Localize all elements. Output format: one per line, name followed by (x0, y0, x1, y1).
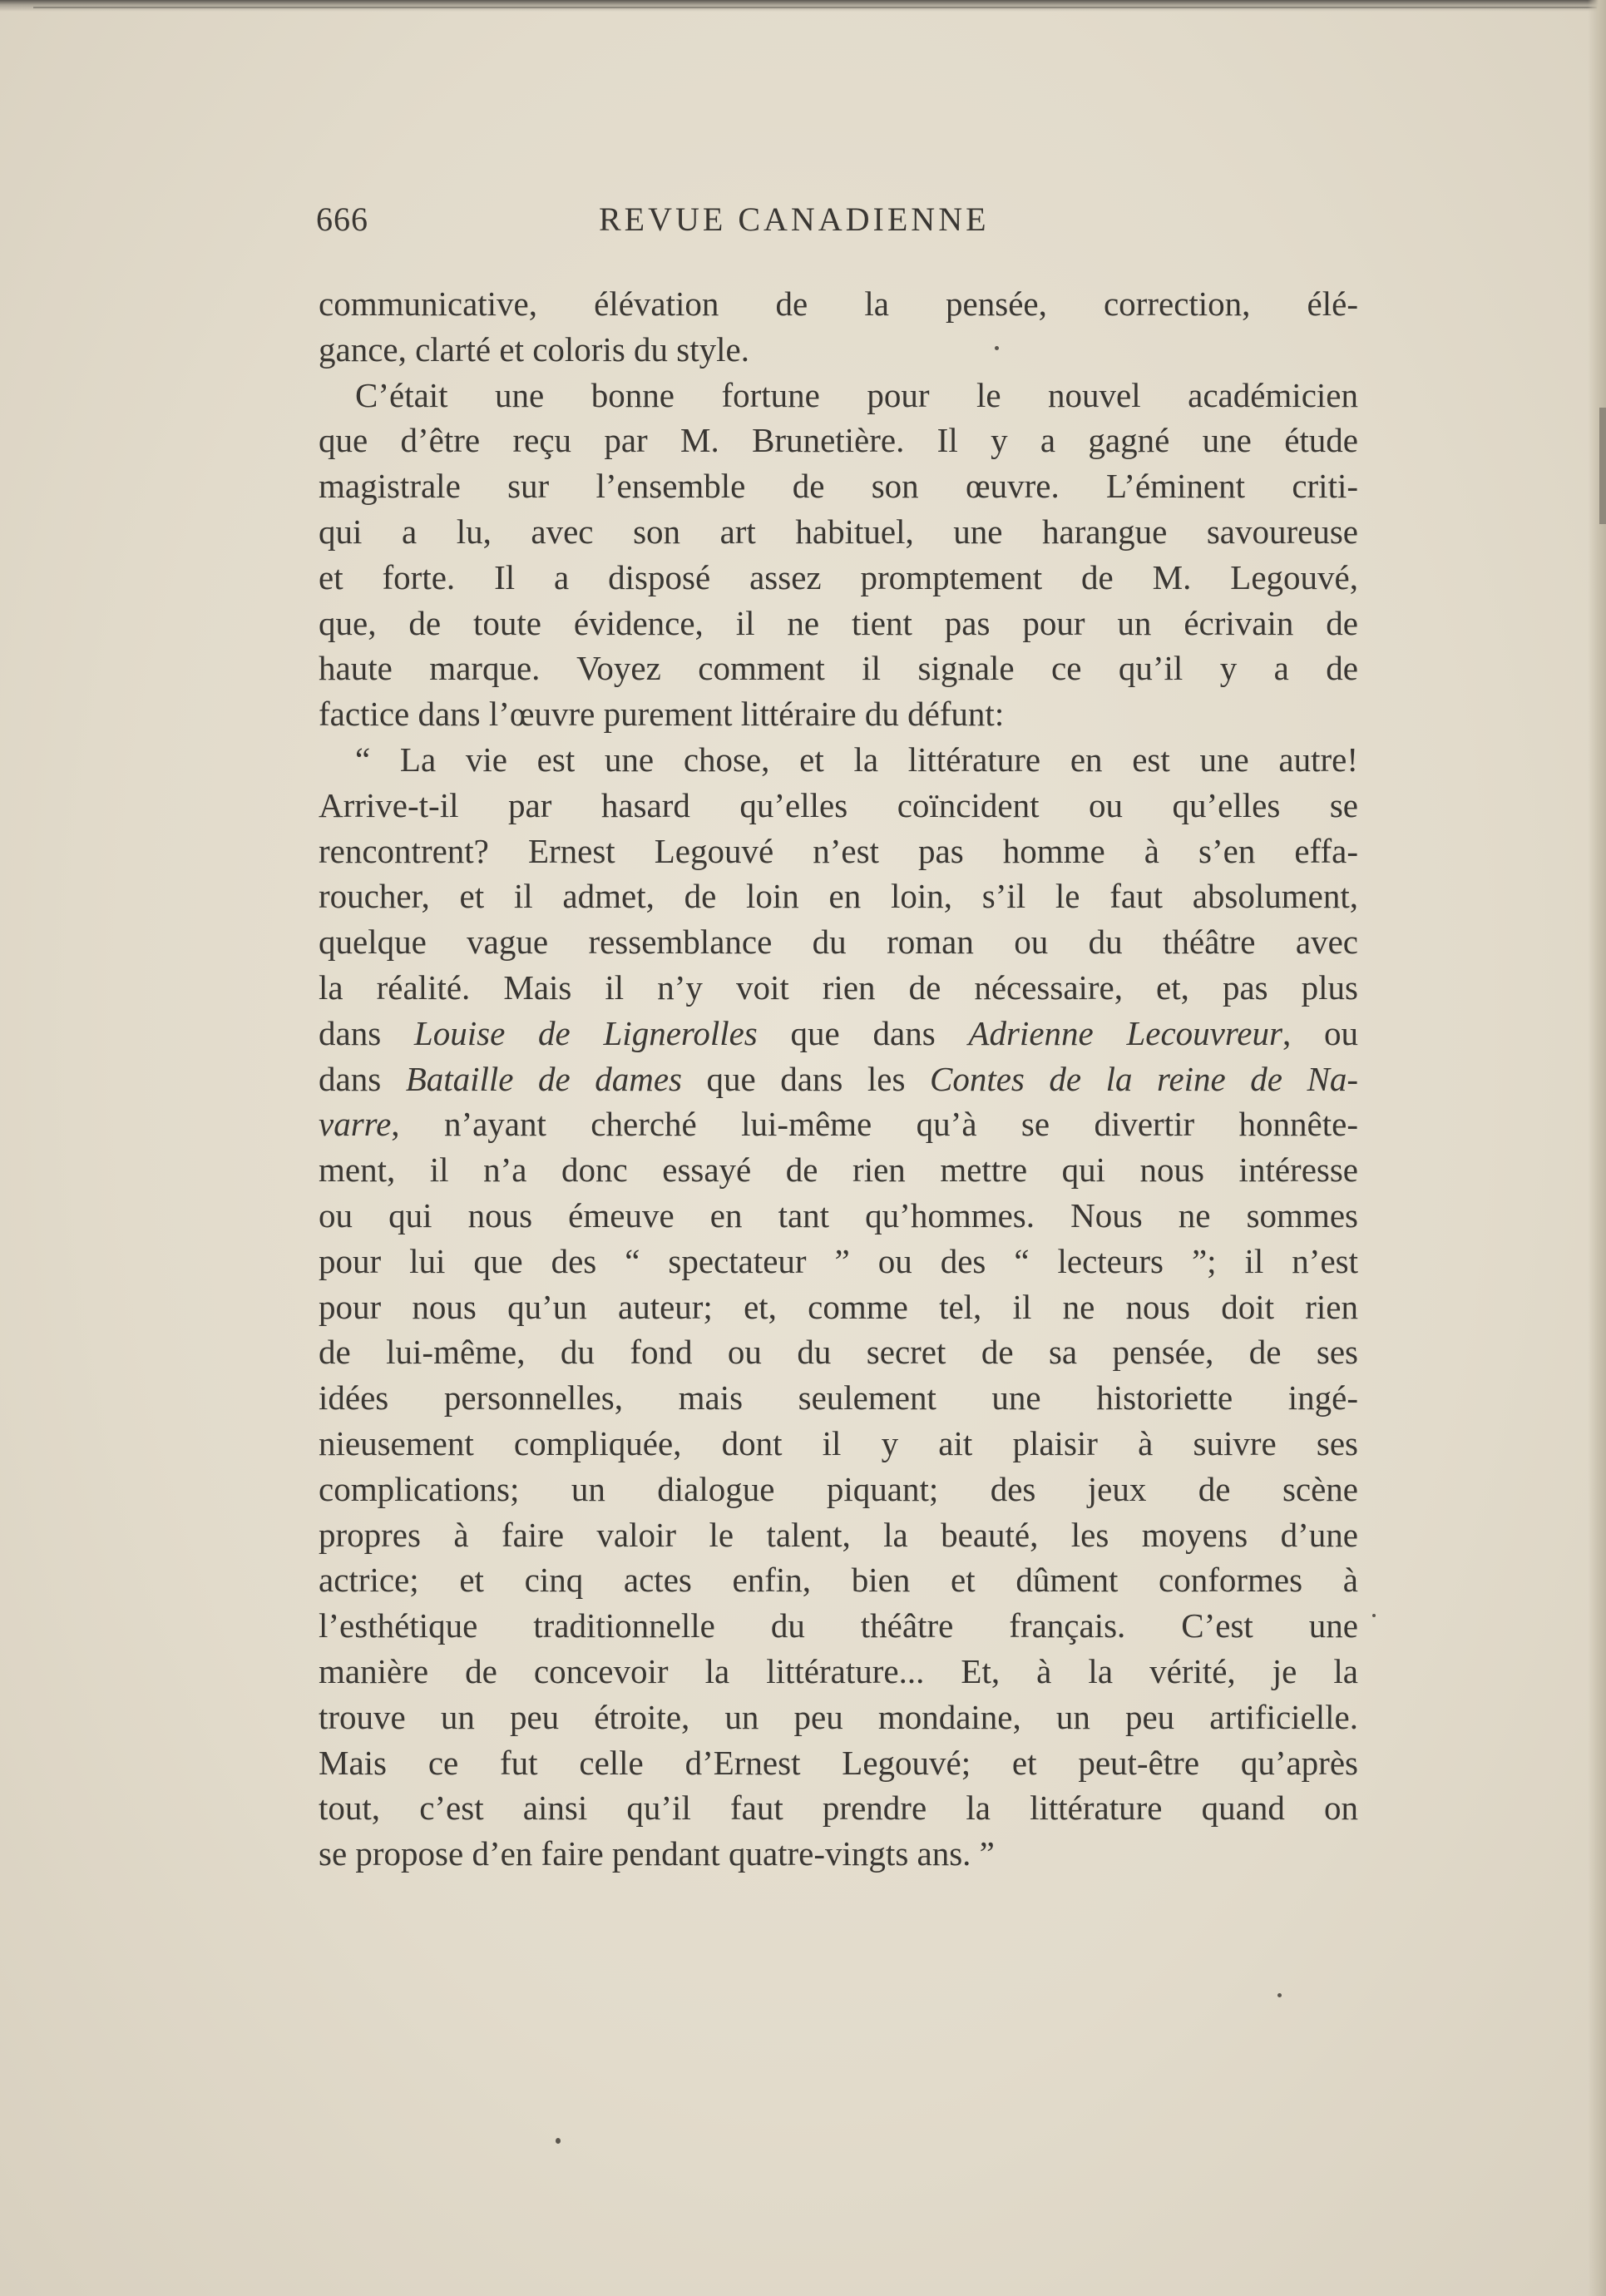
text-line: et forte. Il a disposé assez promptement de M. Legouvé, (319, 557, 1358, 596)
text-line: varre, n’ayant cherché lui-même qu’à se divertir honnête- (319, 1105, 1358, 1144)
text-line: que, de toute évidence, il ne tient pas pour un écrivain de (319, 603, 1358, 642)
text-line: gance, clarté et coloris du style. (319, 329, 749, 369)
body-text (319, 281, 1358, 1877)
text-line: complications; un dialogue piquant; des jeux de scène (319, 1469, 1358, 1508)
text-line: actrice; et cinq actes enfin, bien et dûment conformes à (319, 1561, 1358, 1600)
text-line: dans Bataille de dames que dans les Contes de la reine de Na- (319, 1059, 1358, 1098)
text-line: trouve un peu étroite, un peu mondaine, un peu artificielle. (319, 1697, 1358, 1736)
text-line: quelque vague ressemblance du roman ou du théâtre avec (319, 923, 1358, 962)
text-line: nieusement compliquée, dont il y ait plaisir à suivre ses (319, 1423, 1358, 1462)
text-line: pour nous qu’un auteur; et, comme tel, il ne nous doit rien (319, 1287, 1358, 1326)
text-line: dans Louise de Lignerolles que dans Adrienne Lecouvreur, ou (319, 1013, 1358, 1052)
text-line: rencontrent? Ernest Legouvé n’est pas homme à s’en effa- (319, 831, 1358, 870)
binding-tab (1599, 408, 1606, 524)
page-top-rule (33, 7, 1597, 8)
text-line: qui a lu, avec son art habituel, une harangue savoureuse (319, 512, 1358, 551)
text-line: factice dans l’œuvre purement littéraire du défunt: (319, 695, 1005, 734)
text-line: Mais ce fut celle d’Ernest Legouvé; et peut-être qu’après (319, 1743, 1358, 1782)
paper-speck (1372, 1614, 1376, 1617)
text-line: ment, il n’a donc essayé de rien mettre qui nous intéresse (319, 1150, 1358, 1190)
page-top-edge (0, 0, 1606, 12)
paper-speck (1277, 1993, 1282, 1997)
page-right-edge (1588, 0, 1606, 2296)
text-line: Arrive-t-il par hasard qu’elles coïncident ou qu’elles se (319, 785, 1358, 824)
text-line: “ La vie est une chose, et la littérature en est une autre! (355, 740, 1358, 779)
text-line: communicative, élévation de la pensée, correction, élé- (319, 285, 1358, 323)
text-line: se propose d’en faire pendant quatre-vingts ans. ” (319, 1834, 995, 1873)
text-line: pour lui que des “ spectateur ” ou des “ lecteurs ”; il n’est (319, 1241, 1358, 1280)
text-line: haute marque. Voyez comment il signale ce qu’il y a de (319, 649, 1358, 688)
text-line: que d’être reçu par M. Brunetière. Il y a gagné une étude (319, 421, 1358, 460)
text-line: propres à faire valoir le talent, la beauté, les moyens d’une (319, 1515, 1358, 1554)
page-number: 666 (316, 200, 368, 238)
text-line: roucher, et il admet, de loin en loin, s’il le faut absolument, (319, 877, 1358, 916)
text-line: idées personnelles, mais seulement une historiette ingé- (319, 1378, 1358, 1418)
text-line: ou qui nous émeuve en tant qu’hommes. Nous ne sommes (319, 1195, 1358, 1235)
text-line: C’était une bonne fortune pour le nouvel académicien (355, 375, 1358, 414)
text-line: tout, c’est ainsi qu’il faut prendre la littérature quand on (319, 1789, 1358, 1828)
text-line: magistrale sur l’ensemble de son œuvre. L’éminent criti- (319, 467, 1358, 506)
paper-speck (556, 2138, 561, 2144)
text-line: la réalité. Mais il n’y voit rien de nécessaire, et, pas plus (319, 967, 1358, 1007)
paper-speck (995, 346, 999, 350)
page-header (316, 200, 1356, 250)
text-line: manière de concevoir la littérature... Et, à la vérité, je la (319, 1651, 1358, 1690)
running-head: REVUE CANADIENNE (599, 200, 990, 238)
text-line: l’esthétique traditionnelle du théâtre français. C’est une (319, 1606, 1358, 1645)
text-line: de lui-même, du fond ou du secret de sa pensée, de ses (319, 1333, 1358, 1372)
